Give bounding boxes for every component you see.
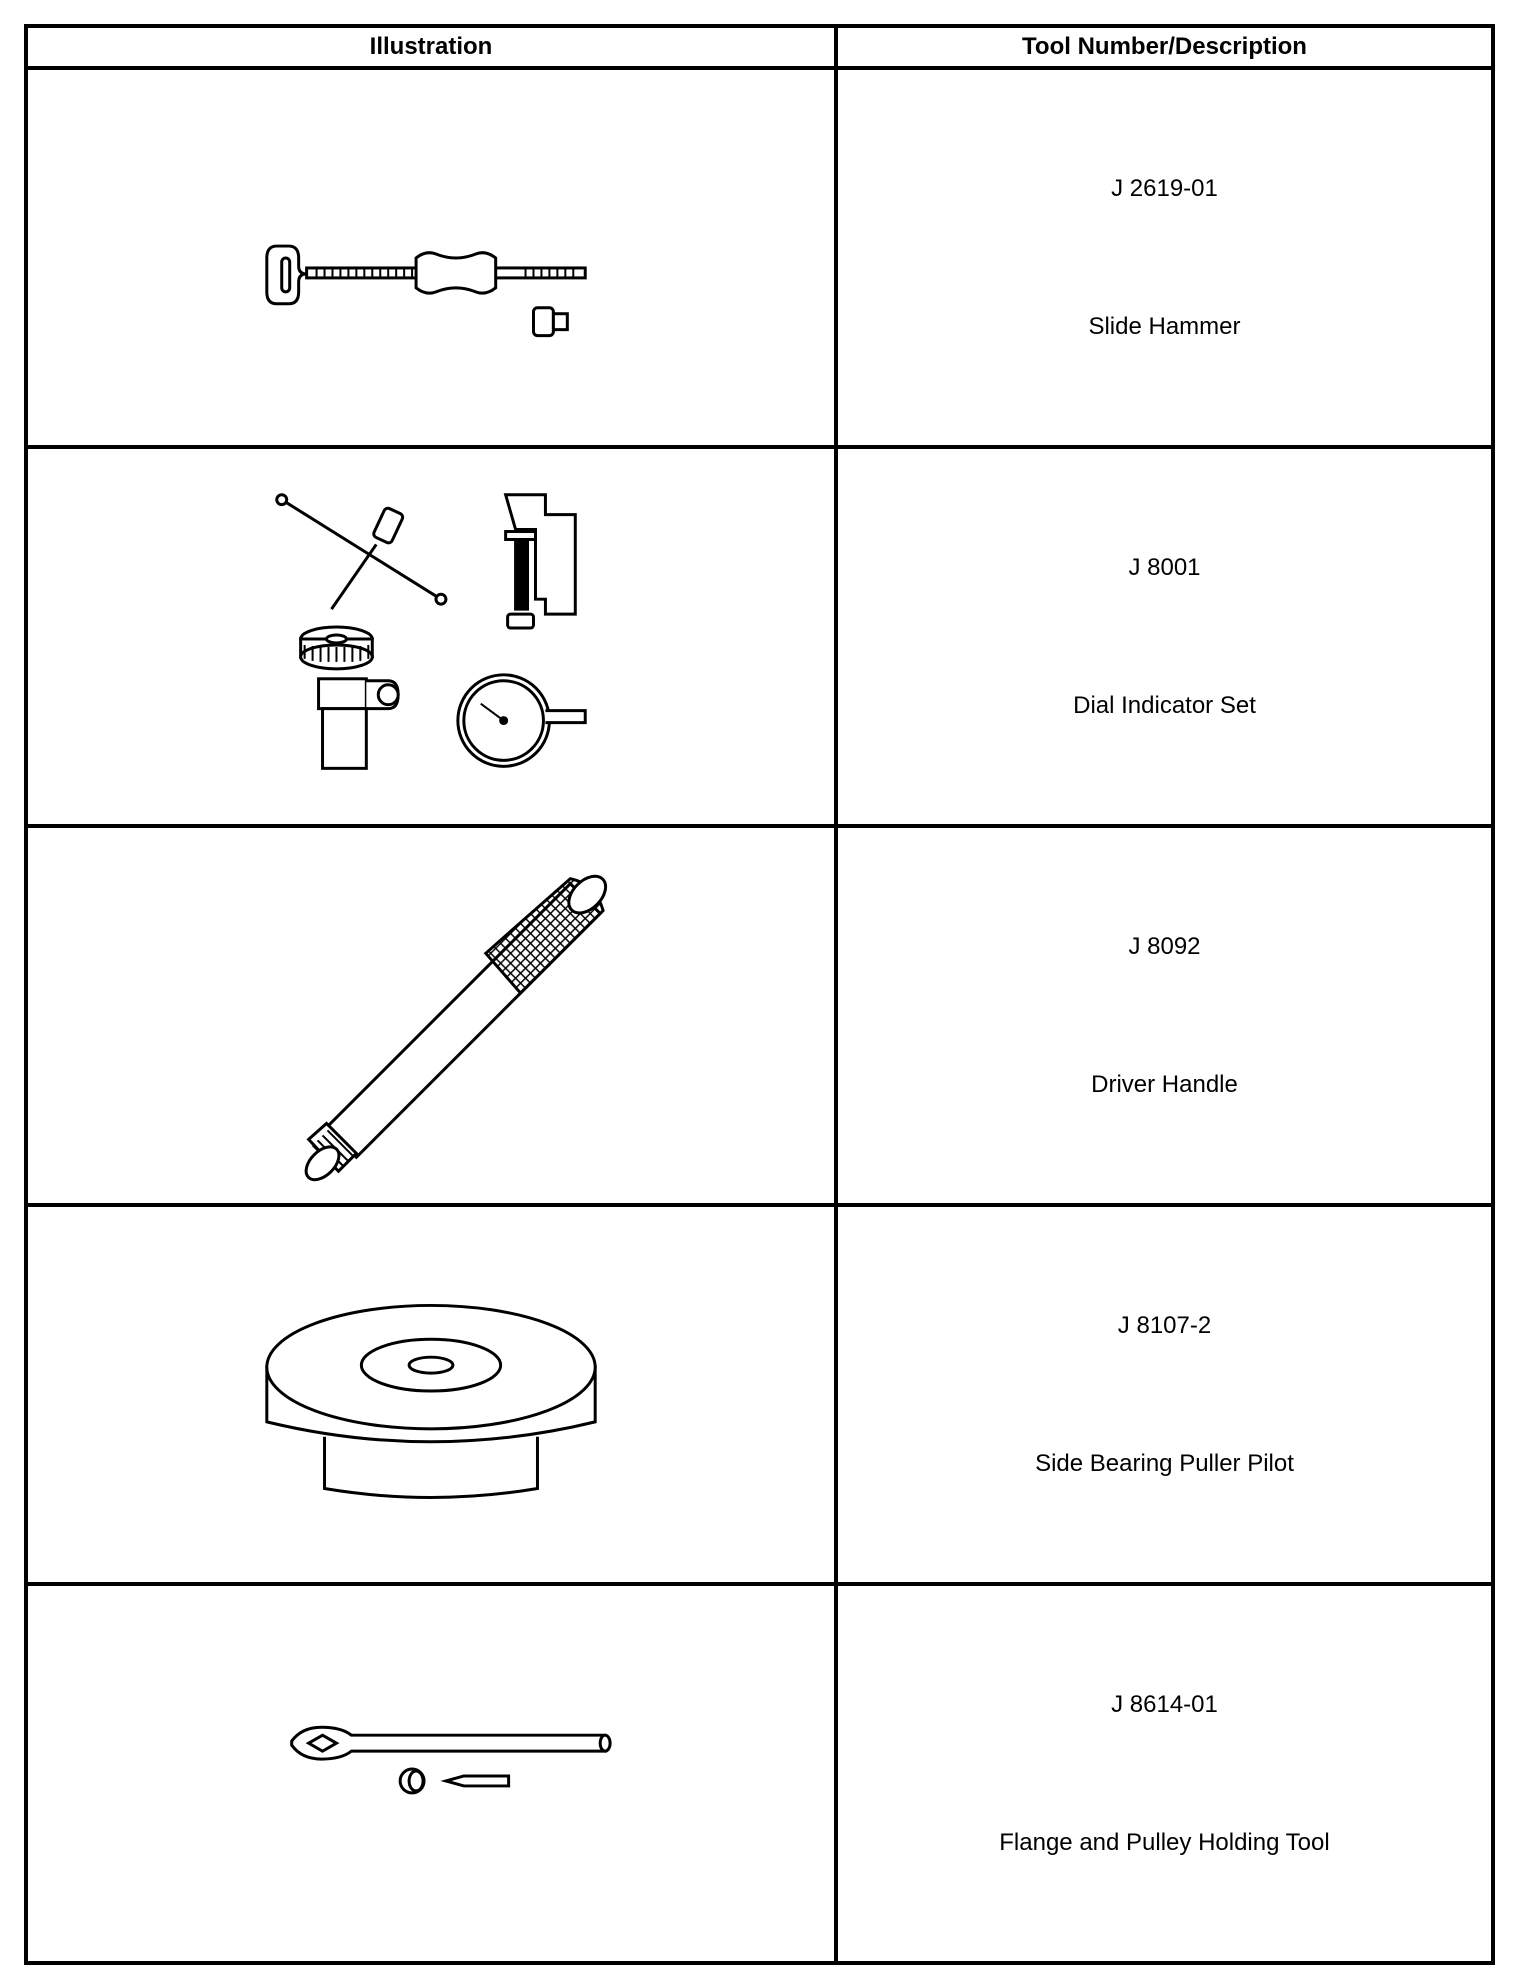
- description-cell: [836, 1584, 1493, 1963]
- tool-number: J 2619-01: [1111, 174, 1218, 202]
- header-illustration: Illustration: [26, 26, 836, 68]
- illustration-cell: [26, 1584, 836, 1963]
- illustration-cell: [26, 1205, 836, 1584]
- puller-pilot-icon: [28, 1207, 834, 1582]
- tool-number: J 8001: [1128, 553, 1201, 581]
- header-tool-number-description: Tool Number/Description: [836, 26, 1493, 68]
- description-cell: [836, 826, 1493, 1205]
- table-row: [26, 447, 1493, 826]
- driver-handle-icon: [28, 828, 834, 1203]
- tool-number: J 8092: [1128, 932, 1201, 960]
- description-cell: [836, 68, 1493, 447]
- tool-number: J 8614-01: [1111, 1690, 1218, 1718]
- header-row: [26, 26, 1493, 68]
- tool-description: Slide Hammer: [1088, 312, 1241, 340]
- illustration-cell: [26, 826, 836, 1205]
- tool-description: Side Bearing Puller Pilot: [1035, 1449, 1294, 1477]
- table-row: [26, 68, 1493, 447]
- tool-description: Dial Indicator Set: [1073, 691, 1256, 719]
- description-cell: [836, 447, 1493, 826]
- dial-indicator-set-icon: [28, 449, 834, 824]
- description-cell: [836, 1205, 1493, 1584]
- tool-description: Flange and Pulley Holding Tool: [999, 1828, 1330, 1856]
- holding-tool-icon: [28, 1586, 834, 1961]
- slide-hammer-icon: [28, 70, 834, 445]
- table-row: [26, 1205, 1493, 1584]
- table-row: [26, 1584, 1493, 1963]
- table-row: [26, 826, 1493, 1205]
- tool-description: Driver Handle: [1091, 1070, 1238, 1098]
- tool-table: [24, 24, 1495, 1965]
- illustration-cell: [26, 68, 836, 447]
- tool-number: J 8107-2: [1117, 1311, 1212, 1339]
- illustration-cell: [26, 447, 836, 826]
